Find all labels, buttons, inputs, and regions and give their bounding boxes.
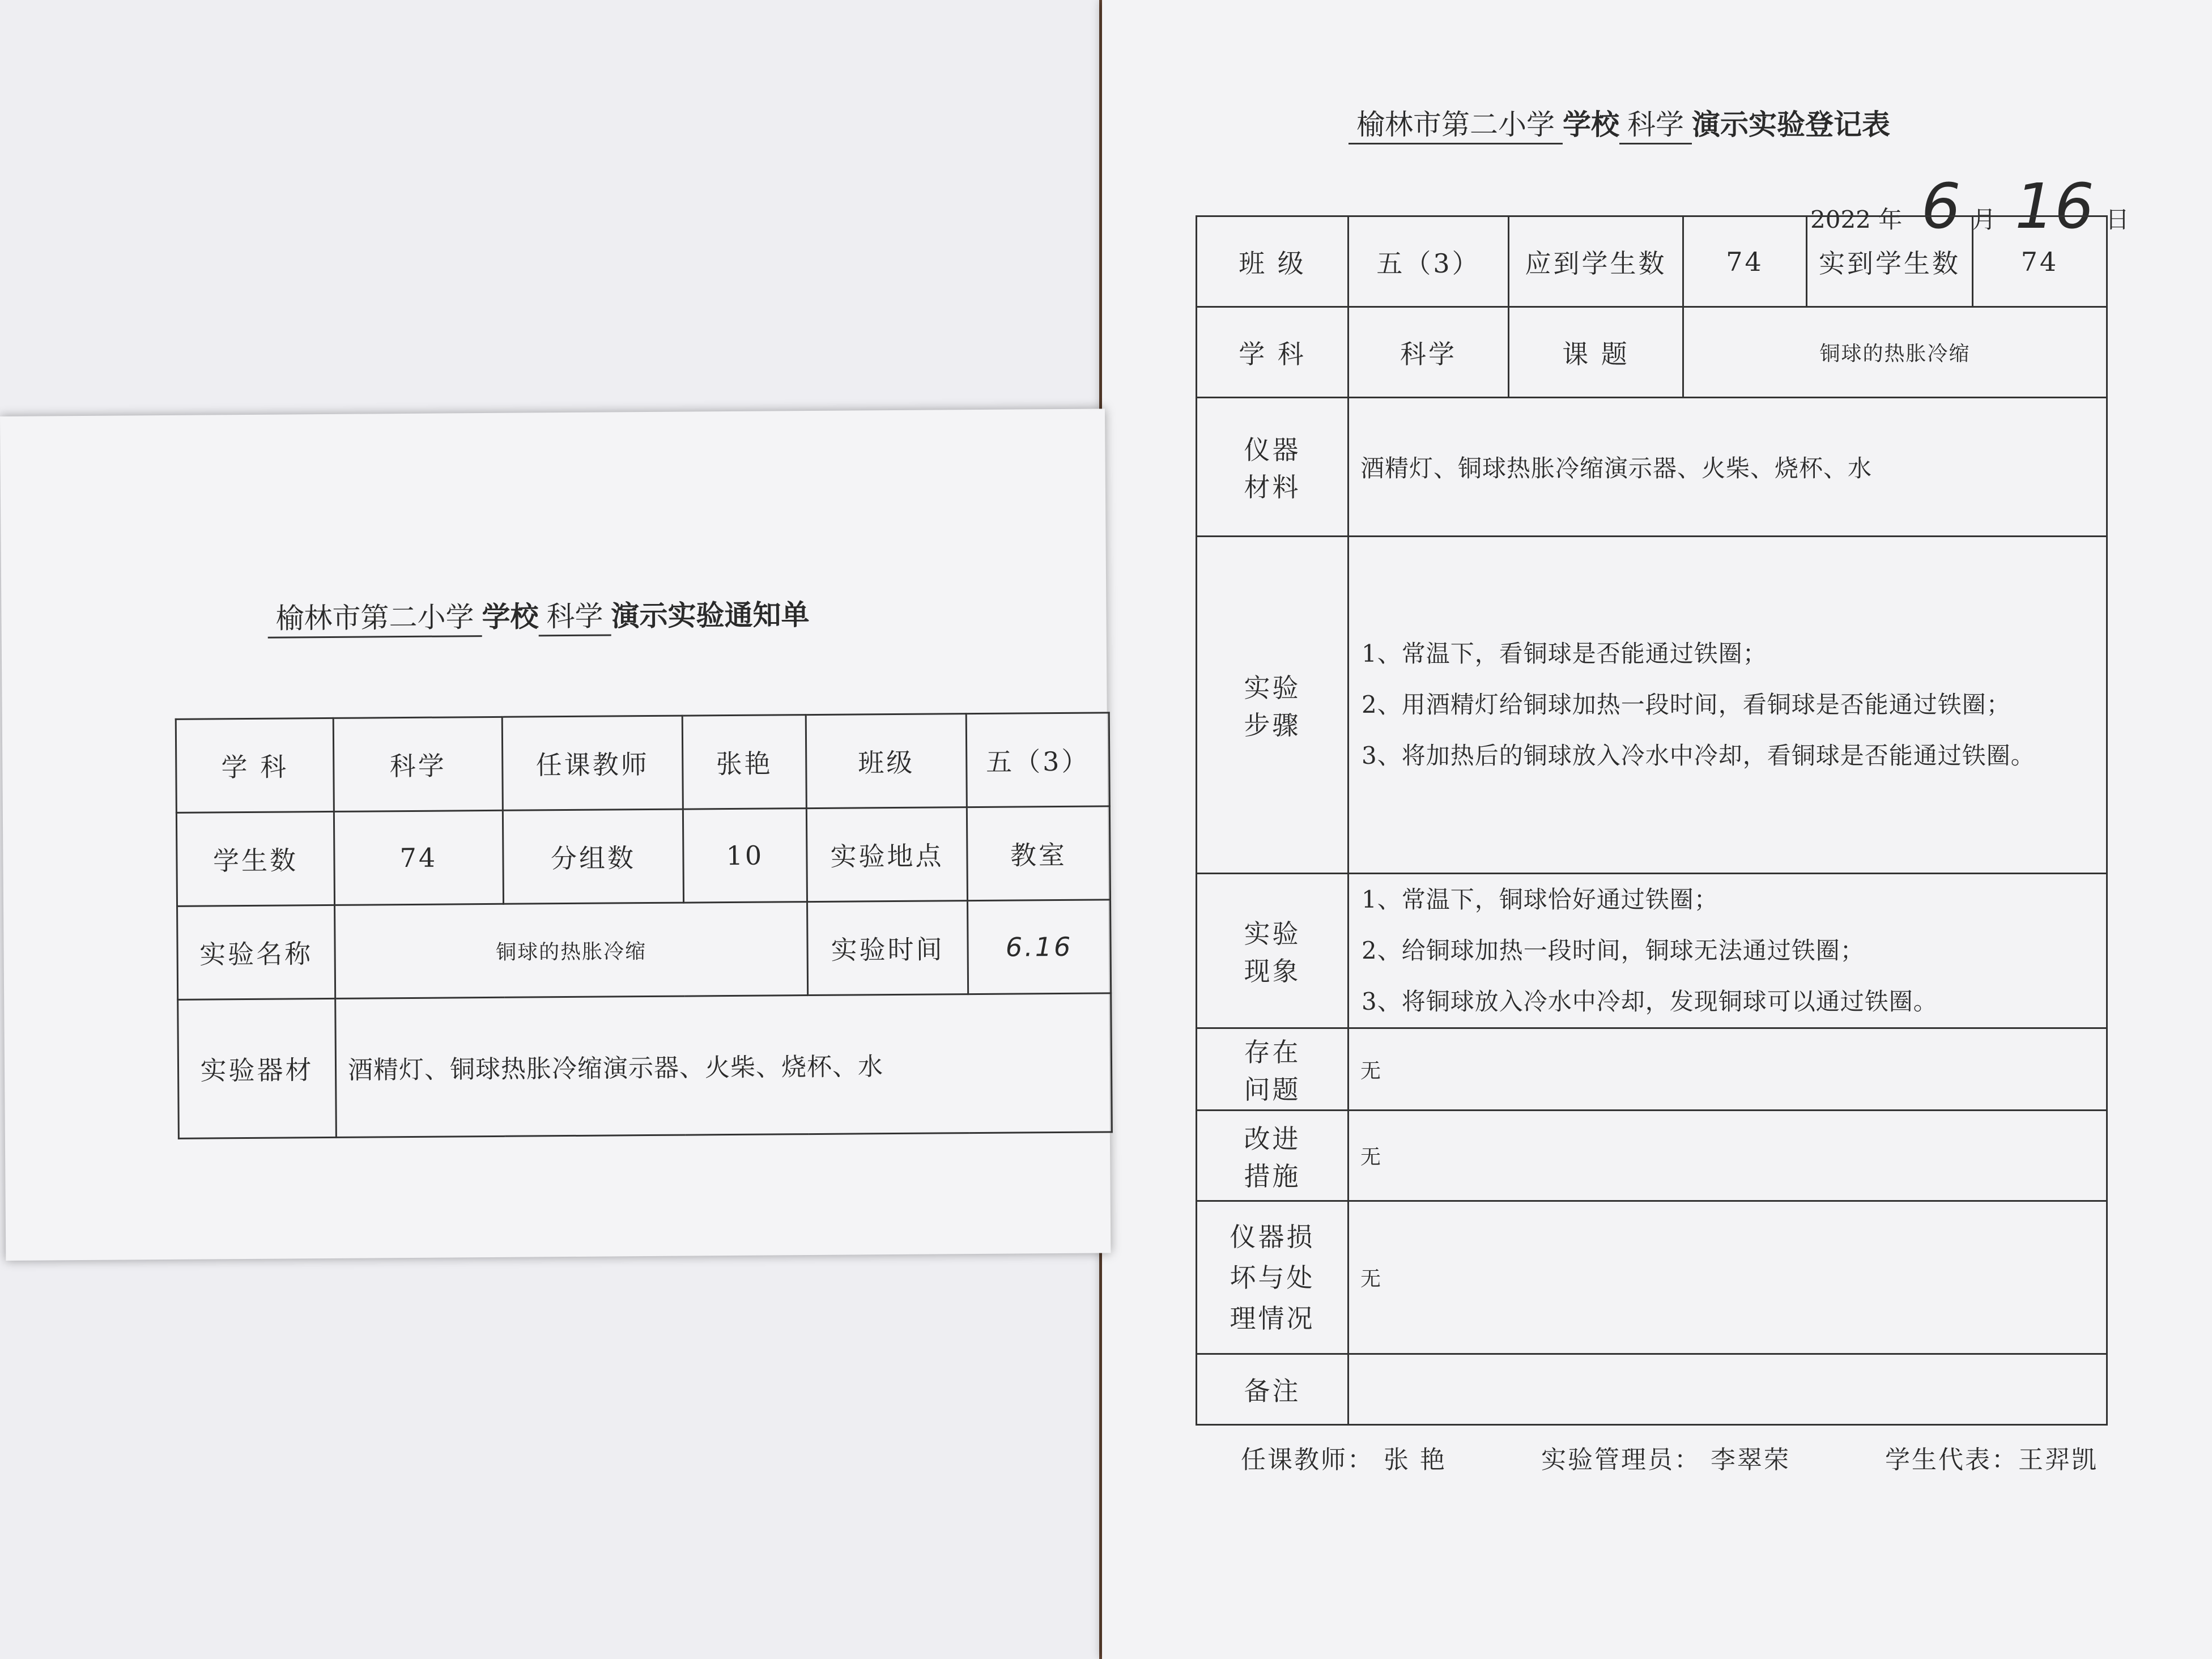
subject-label: 学 科: [176, 718, 334, 813]
actual-value: 74: [1973, 216, 2107, 307]
steps-label: 实验步骤: [1197, 537, 1349, 874]
actual-label: 实到学生数: [1807, 216, 1973, 307]
step-item: 1、常温下，看铜球是否能通过铁圈；: [1362, 640, 1767, 667]
signatures: [1241, 1439, 2098, 1475]
equip-label: 实验器材: [178, 998, 337, 1138]
step-item: 2、用酒精灯给铜球加热一段时间，看铜球是否能通过铁圈；: [1362, 691, 2011, 718]
phenomenon-item: 2、给铜球加热一段时间，铜球无法通过铁圈；: [1362, 937, 1865, 964]
time-value: 6.16: [968, 900, 1111, 994]
students-label: 学生数: [176, 811, 334, 906]
place-value: 教室: [967, 806, 1110, 901]
register-sheet: [1102, 0, 2212, 1659]
improve-label: 改进措施: [1197, 1111, 1349, 1201]
register-table: [1196, 215, 2108, 1426]
teacher-label: 任课教师: [502, 716, 683, 810]
register-title: 榆林市第二小学 学校 科学 演示实验登记表: [1349, 102, 1890, 144]
subject-label: 学 科: [1197, 307, 1349, 398]
damage-label: 仪器损坏与处理情况: [1197, 1201, 1349, 1354]
admin-sign: 实验管理员： 李翠荣: [1541, 1445, 1790, 1474]
name-value: 铜球的热胀冷缩: [335, 902, 808, 999]
name-label: 实验名称: [177, 905, 335, 999]
phenomena-label: 实验现象: [1197, 874, 1349, 1028]
groups-label: 分组数: [503, 809, 683, 904]
phenomenon-item: 1、常温下，铜球恰好通过铁圈；: [1362, 886, 1718, 913]
subject-value: 科学: [333, 717, 503, 811]
class-value: 五（3）: [966, 713, 1109, 807]
groups-value: 10: [683, 809, 807, 903]
notice-title: 榆林市第二小学 学校 科学 演示实验通知单: [267, 592, 810, 639]
problems-value: 无: [1349, 1028, 2107, 1111]
register-date: 2022 年 6 月 16 日: [1810, 170, 2129, 243]
phenomena-list: [1349, 874, 2107, 1028]
notice-sheet: [0, 409, 1111, 1261]
damage-value: 无: [1349, 1201, 2107, 1354]
equip-value: 酒精灯、铜球热胀冷缩演示器、火柴、烧杯、水: [1349, 398, 2107, 537]
teacher-value: 张艳: [682, 715, 806, 810]
place-label: 实验地点: [806, 807, 967, 902]
topic-label: 课 题: [1509, 307, 1683, 398]
subject-value: 科学: [1349, 307, 1509, 398]
time-label: 实验时间: [807, 901, 968, 996]
equip-label: 仪器材料: [1197, 398, 1349, 537]
equip-value: 酒精灯、铜球热胀冷缩演示器、火柴、烧杯、水: [335, 993, 1112, 1138]
expected-label: 应到学生数: [1509, 216, 1683, 307]
steps-list: [1349, 537, 2107, 874]
phenomenon-item: 3、将铜球放入冷水中冷却，发现铜球可以通过铁圈。: [1362, 988, 1938, 1015]
expected-value: 74: [1683, 216, 1807, 307]
step-item: 3、将加热后的铜球放入冷水中冷却，看铜球是否能通过铁圈。: [1362, 742, 2035, 769]
class-label: 班 级: [1197, 216, 1349, 307]
student-rep-sign: 学生代表：王羿凯: [1885, 1445, 2098, 1474]
topic-value: 铜球的热胀冷缩: [1683, 307, 2107, 398]
remark-label: 备注: [1197, 1354, 1349, 1425]
students-value: 74: [334, 810, 503, 905]
teacher-sign: 任课教师： 张 艳: [1241, 1445, 1447, 1474]
improve-value: 无: [1349, 1111, 2107, 1201]
problems-label: 存在问题: [1197, 1028, 1349, 1111]
remark-value: [1349, 1354, 2107, 1425]
class-label: 班级: [806, 714, 967, 809]
notice-table: [175, 712, 1113, 1139]
class-value: 五（3）: [1349, 216, 1509, 307]
